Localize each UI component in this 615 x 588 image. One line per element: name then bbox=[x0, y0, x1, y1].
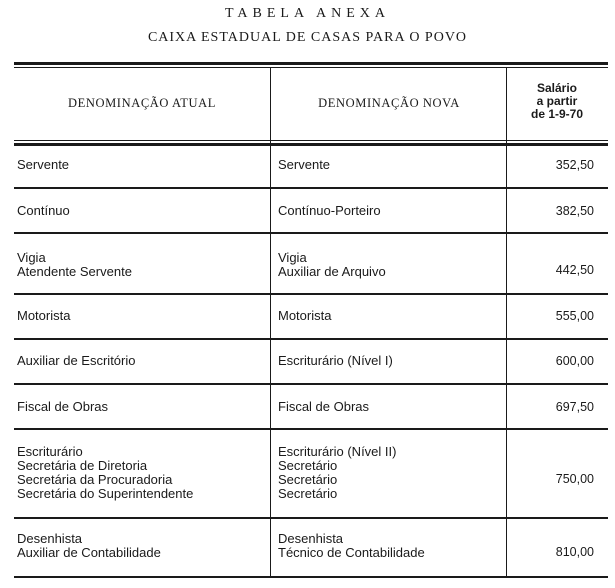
cell-denominacao-atual bbox=[17, 158, 69, 172]
header-salario-line2: a partir bbox=[536, 94, 578, 108]
cell-line: Auxiliar de Escritório bbox=[17, 353, 136, 368]
cell-denominacao-nova bbox=[278, 251, 386, 279]
row-separator bbox=[14, 232, 608, 234]
cell-line: Desenhista bbox=[278, 531, 344, 546]
header-salario-line1: Salário bbox=[536, 81, 578, 95]
cell-salario: 555,00 bbox=[555, 309, 594, 323]
top-rule-thick bbox=[14, 62, 608, 65]
cell-line: Fiscal de Obras bbox=[17, 399, 109, 414]
cell-denominacao-atual bbox=[17, 400, 108, 414]
cell-line: Secretária de Diretoria bbox=[17, 458, 148, 473]
cell-line: Atendente Servente bbox=[17, 264, 132, 279]
header-denominacao-nova: DENOMINAÇÃO NOVA bbox=[318, 96, 460, 110]
cell-line: Técnico de Contabilidade bbox=[278, 545, 425, 560]
row-separator bbox=[14, 338, 608, 340]
cell-line: Vigia bbox=[17, 250, 46, 265]
cell-denominacao-atual bbox=[17, 251, 132, 279]
column-divider-1 bbox=[270, 68, 271, 578]
cell-line: Auxiliar de Arquivo bbox=[278, 264, 386, 279]
cell-line: Servente bbox=[17, 157, 70, 172]
cell-denominacao-nova bbox=[278, 400, 369, 414]
table-title: TABELA ANEXA bbox=[224, 6, 391, 21]
cell-line: Secretário bbox=[278, 458, 338, 473]
cell-line: Motorista bbox=[278, 308, 332, 323]
row-separator bbox=[14, 383, 608, 385]
cell-line: Escriturário (Nível II) bbox=[278, 444, 397, 459]
top-rule-thin bbox=[14, 67, 608, 68]
header-salario bbox=[508, 82, 606, 121]
cell-denominacao-nova bbox=[278, 354, 393, 368]
cell-salario: 442,50 bbox=[555, 263, 594, 277]
cell-line: Secretário bbox=[278, 486, 338, 501]
row-separator bbox=[14, 187, 608, 189]
cell-line: Fiscal de Obras bbox=[278, 399, 370, 414]
cell-denominacao-atual bbox=[17, 354, 136, 368]
cell-line: Auxiliar de Contabilidade bbox=[17, 545, 161, 560]
cell-salario: 352,50 bbox=[555, 158, 594, 172]
cell-denominacao-nova bbox=[278, 445, 396, 501]
header-rule-thin bbox=[14, 140, 608, 141]
cell-denominacao-atual bbox=[17, 445, 193, 501]
cell-line: Contínuo bbox=[17, 203, 70, 218]
cell-denominacao-nova bbox=[278, 158, 330, 172]
cell-line: Secretário bbox=[278, 472, 338, 487]
cell-line: Escriturário bbox=[17, 444, 83, 459]
cell-denominacao-nova bbox=[278, 309, 331, 323]
cell-denominacao-atual bbox=[17, 309, 70, 323]
cell-line: Desenhista bbox=[17, 531, 83, 546]
cell-line: Contínuo-Porteiro bbox=[278, 203, 381, 218]
row-separator bbox=[14, 293, 608, 295]
cell-salario: 810,00 bbox=[555, 545, 594, 559]
cell-denominacao-nova bbox=[278, 204, 381, 218]
row-separator bbox=[14, 517, 608, 519]
cell-line: Servente bbox=[278, 157, 331, 172]
cell-line: Motorista bbox=[17, 308, 71, 323]
cell-denominacao-atual bbox=[17, 204, 70, 218]
header-salario-line3: de 1-9-70 bbox=[530, 107, 584, 121]
row-separator bbox=[14, 428, 608, 430]
table-subtitle: CAIXA ESTADUAL DE CASAS PARA O POVO bbox=[147, 30, 468, 45]
cell-salario: 750,00 bbox=[555, 472, 594, 486]
column-divider-2 bbox=[506, 68, 507, 578]
cell-denominacao-nova bbox=[278, 532, 425, 560]
cell-salario: 600,00 bbox=[555, 354, 594, 368]
cell-salario: 697,50 bbox=[555, 400, 594, 414]
cell-line: Secretária da Procuradoria bbox=[17, 472, 173, 487]
cell-line: Escriturário (Nível I) bbox=[278, 353, 393, 368]
cell-salario: 382,50 bbox=[555, 204, 594, 218]
cell-denominacao-atual bbox=[17, 532, 161, 560]
cell-line: Secretária do Superintendente bbox=[17, 486, 194, 501]
bottom-rule bbox=[14, 576, 608, 578]
header-denominacao-atual: DENOMINAÇÃO ATUAL bbox=[67, 96, 217, 110]
cell-line: Vigia bbox=[278, 250, 307, 265]
header-rule-thick bbox=[14, 143, 608, 146]
